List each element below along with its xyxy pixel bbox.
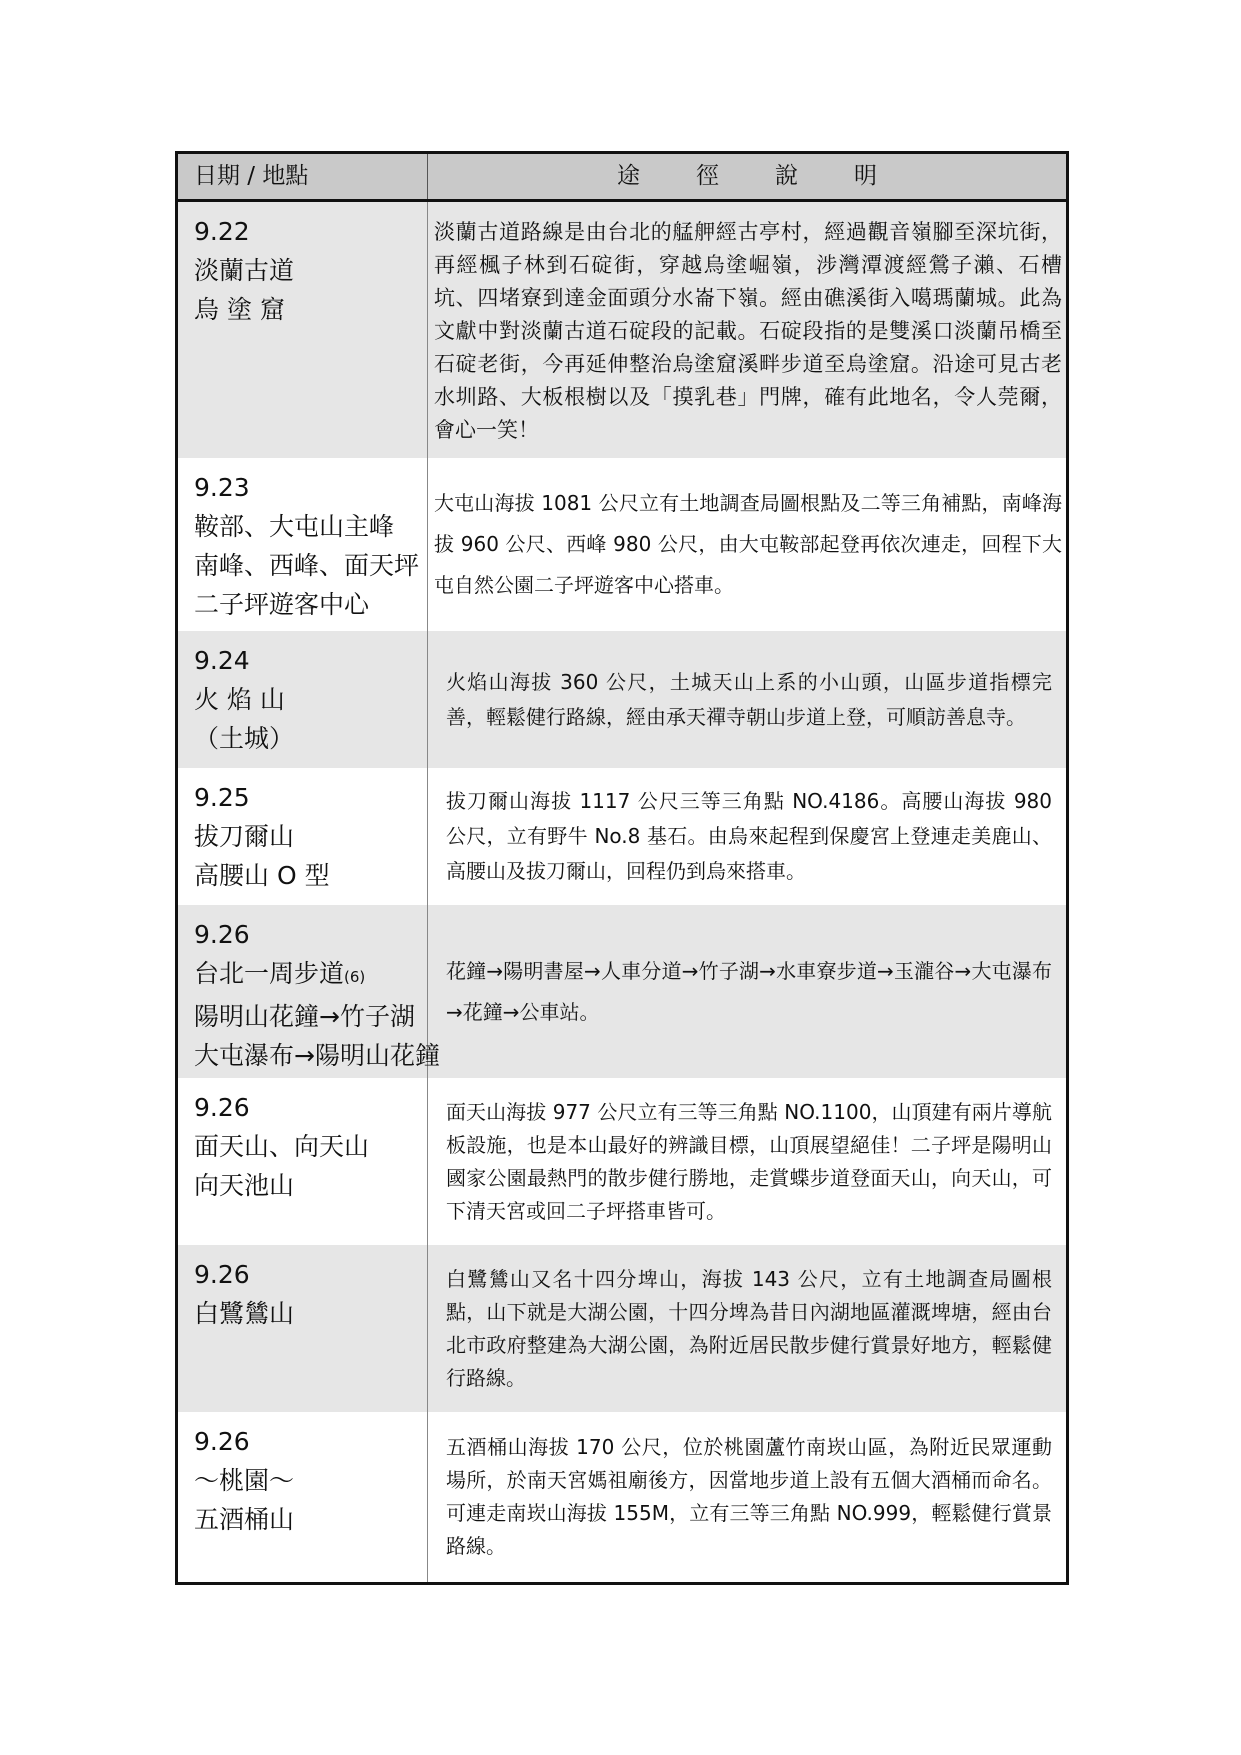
row-description: 花鐘→陽明書屋→人車分道→竹子湖→水車寮步道→玉瀧谷→大屯瀑布→花鐘→公車站。 <box>446 958 1052 1024</box>
row-date: 9.23 <box>194 473 250 502</box>
row-location: 烏 塗 窟 <box>194 295 285 324</box>
description-cell <box>428 631 1066 768</box>
row-location: 陽明山花鐘→竹子湖 <box>194 1002 415 1031</box>
row-location: 面天山、向天山 <box>194 1132 370 1161</box>
row-description: 五酒桶山海拔 170 公尺，位於桃園蘆竹南崁山區，為附近民眾運動場所，於南天宮媽祖廟後方，因當地步道上設有五個大酒桶而命名。可連走南崁山海拔 155M，立有三等三角點 NO.999，輕鬆健行賞景路線。 <box>446 1435 1052 1558</box>
row-date: 9.26 <box>194 1093 250 1122</box>
row-description: 面天山海拔 977 公尺立有三等三角點 NO.1100，山頂建有兩片導航板設施，也是本山最好的辨識目標，山頂展望絕佳！二子坪是陽明山國家公園最熱門的散步健行勝地，走賞蝶步道登面天山，向天山，可下清天宮或回二子坪搭車皆可。 <box>446 1099 1052 1223</box>
header-char: 明 <box>854 163 877 189</box>
row-location: 二子坪遊客中心 <box>194 590 370 619</box>
row-location-main: 台北一周步道 <box>194 959 345 988</box>
header-char: 途 <box>617 163 640 189</box>
row-location: 向天池山 <box>194 1171 295 1200</box>
date-location-cell <box>178 1412 428 1582</box>
description-cell <box>428 1078 1066 1245</box>
row-description: 火焰山海拔 360 公尺，土城天山上系的小山頭，山區步道指標完善，輕鬆健行路線，經由承天禪寺朝山步道上登，可順訪善息寺。 <box>446 669 1052 729</box>
description-cell <box>428 202 1066 458</box>
row-location: 高腰山 O 型 <box>194 861 330 890</box>
table-row <box>178 905 1066 1078</box>
date-location-cell <box>178 1245 428 1412</box>
description-cell <box>428 768 1066 905</box>
row-date: 9.22 <box>194 217 250 246</box>
header-date-location: 日期 / 地點 <box>178 154 428 199</box>
row-description: 大屯山海拔 1081 公尺立有土地調查局圖根點及二等三角補點，南峰海拔 960 公尺、西峰 980 公尺，由大屯鞍部起登再依次連走，回程下大屯自然公園二子坪遊客中心搭車。 <box>434 491 1062 597</box>
row-location: ～桃園～ <box>194 1466 295 1495</box>
header-char: 說 <box>775 163 798 189</box>
row-location: 白鷺鷥山 <box>194 1299 295 1328</box>
table-row <box>178 1412 1066 1582</box>
row-location: 淡蘭古道 <box>194 256 295 285</box>
date-location-cell <box>178 905 440 1078</box>
date-location-cell <box>178 631 428 768</box>
row-date: 9.26 <box>194 1260 250 1289</box>
date-location-cell <box>178 1078 428 1245</box>
table-row <box>178 768 1066 905</box>
row-location: （土城） <box>194 724 295 753</box>
row-location: 火 焰 山 <box>194 685 285 714</box>
table-row <box>178 631 1066 768</box>
description-cell <box>428 458 1066 631</box>
description-cell <box>428 905 1066 1078</box>
table-row <box>178 202 1066 458</box>
row-location-sub: (6) <box>344 968 366 986</box>
table-row <box>178 458 1066 631</box>
header-route-description <box>428 154 1066 199</box>
itinerary-table <box>175 151 1069 1585</box>
header-char: 徑 <box>696 163 719 189</box>
row-description: 拔刀爾山海拔 1117 公尺三等三角點 NO.4186。高腰山海拔 980 公尺，立有野牛 No.8 基石。由烏來起程到保慶宮上登連走美鹿山、高腰山及拔刀爾山，回程仍到烏來搭車。 <box>446 789 1052 883</box>
row-date: 9.24 <box>194 646 250 675</box>
row-location: 鞍部、大屯山主峰 <box>194 512 395 541</box>
row-location: 五酒桶山 <box>194 1505 295 1534</box>
row-location: 南峰、西峰、面天坪 <box>194 551 420 580</box>
date-location-cell <box>178 202 428 458</box>
row-date: 9.26 <box>194 920 250 949</box>
row-description: 白鷺鷥山又名十四分埤山，海拔 143 公尺，立有土地調查局圖根點，山下就是大湖公園，十四分埤為昔日內湖地區灌溉埤塘，經由台北市政府整建為大湖公園，為附近居民散步健行賞景好地方，輕鬆健行路線。 <box>446 1266 1052 1390</box>
row-date: 9.26 <box>194 1427 250 1456</box>
row-description: 淡蘭古道路線是由台北的艋舺經古亭村，經過觀音嶺腳至深坑街，再經楓子林到石碇街，穿越烏塗崛嶺，涉灣潭渡經鶯子瀨、石槽坑、四堵寮到達金面頭分水崙下嶺。經由礁溪街入噶瑪蘭城。此為文獻中對淡蘭古道石碇段的記載。石碇段指的是雙溪口淡蘭吊橋至石碇老街，今再延伸整治烏塗窟溪畔步道至烏塗窟。沿途可見古老水圳路、大板根樹以及「摸乳巷」門牌，確有此地名，令人莞爾，會心一笑！ <box>434 220 1062 442</box>
row-location: 拔刀爾山 <box>194 822 295 851</box>
row-date: 9.25 <box>194 783 250 812</box>
description-cell <box>428 1245 1066 1412</box>
table-row <box>178 1245 1066 1412</box>
table-header <box>178 154 1066 202</box>
row-location <box>194 954 427 997</box>
table-row <box>178 1078 1066 1245</box>
date-location-cell <box>178 768 428 905</box>
date-location-cell <box>178 458 428 631</box>
description-cell <box>428 1412 1066 1582</box>
row-location: 大屯瀑布→陽明山花鐘 <box>194 1041 440 1070</box>
